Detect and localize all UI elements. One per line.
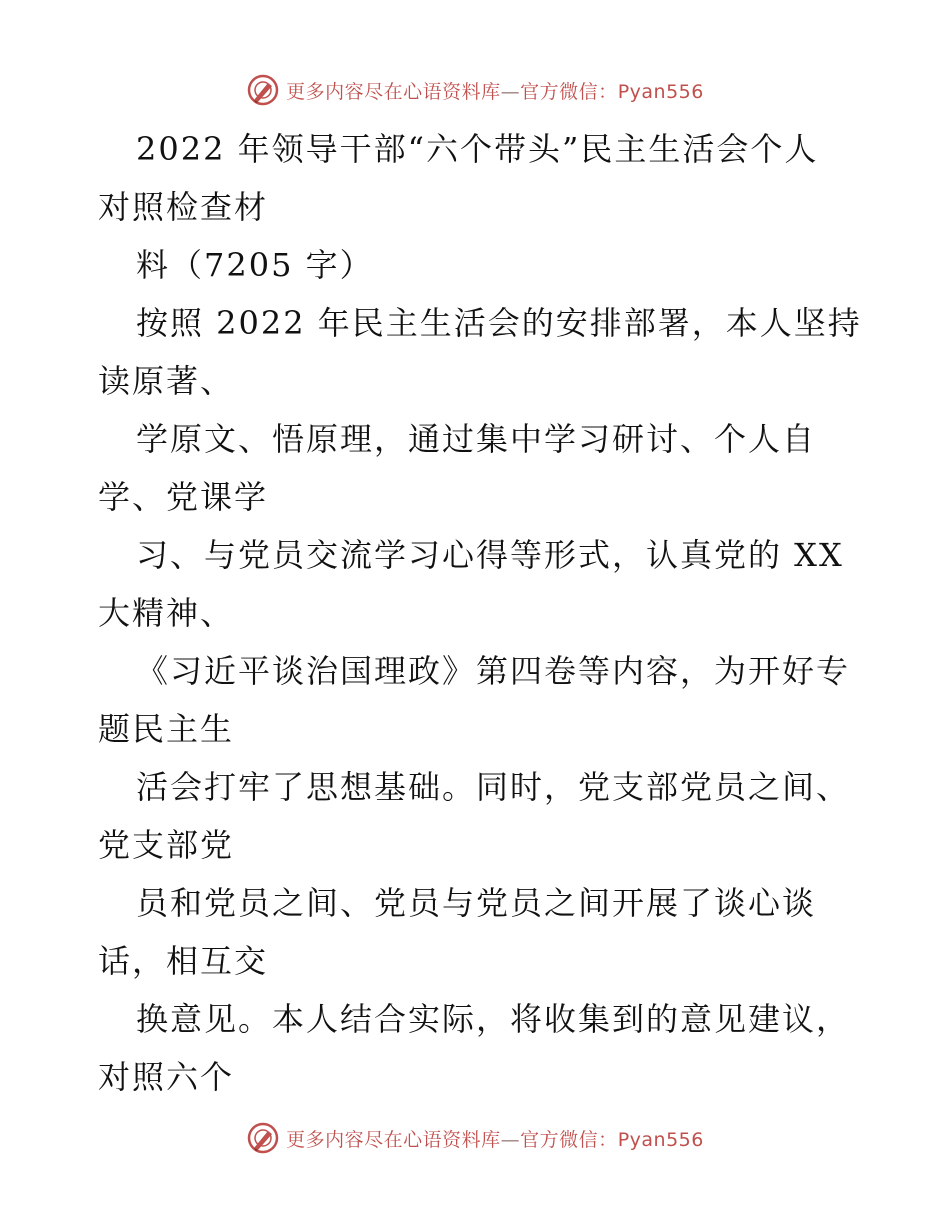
- banner-separator: —: [500, 80, 521, 103]
- banner-wechat-id: Pyan556: [617, 80, 704, 103]
- text-line: 换意见。本人结合实际，将收集到的意见建议，: [136, 1000, 851, 1038]
- text-line: 对照检查材: [98, 188, 269, 226]
- document-body: [98, 120, 862, 1106]
- footer-watermark-banner: [0, 1118, 950, 1158]
- text-line: 按照 2022 年民主生活会的安排部署，本人坚持: [136, 304, 862, 342]
- text-line: 大精神、: [98, 594, 235, 632]
- banner-main-text: 更多内容尽在心语资料库: [286, 1128, 501, 1151]
- text-line: 学、党课学: [98, 478, 269, 516]
- text-line: 料（7205 字）: [136, 246, 374, 284]
- pen-logo-icon: [246, 1121, 280, 1155]
- banner-separator: —: [500, 1128, 521, 1151]
- text-line: 话，相互交: [98, 942, 269, 980]
- text-line: 读原著、: [98, 362, 235, 400]
- text-line: 题民主生: [98, 710, 235, 748]
- header-watermark-banner: [0, 70, 950, 110]
- text-line: 活会打牢了思想基础。同时，党支部党员之间、: [136, 768, 851, 806]
- banner-wechat-label: 官方微信：: [520, 1128, 618, 1151]
- banner-wechat-label: 官方微信：: [520, 80, 618, 103]
- pen-logo-icon: [246, 73, 280, 107]
- banner-text: [286, 77, 704, 104]
- text-line: 《习近平谈治国理政》第四卷等内容，为开好专: [136, 652, 851, 690]
- text-line: 员和党员之间、党员与党员之间开展了谈心谈: [136, 884, 817, 922]
- text-line: 学原文、悟原理，通过集中学习研讨、个人自: [136, 420, 817, 458]
- banner-main-text: 更多内容尽在心语资料库: [286, 80, 501, 103]
- text-line: 对照六个: [98, 1058, 235, 1096]
- text-line: 党支部党: [98, 826, 235, 864]
- text-line: 习、与党员交流学习心得等形式，认真党的 XX: [136, 536, 844, 574]
- text-line: 2022 年领导干部“六个带头”民主生活会个人: [136, 130, 819, 168]
- banner-text: [286, 1125, 704, 1152]
- banner-wechat-id: Pyan556: [617, 1128, 704, 1151]
